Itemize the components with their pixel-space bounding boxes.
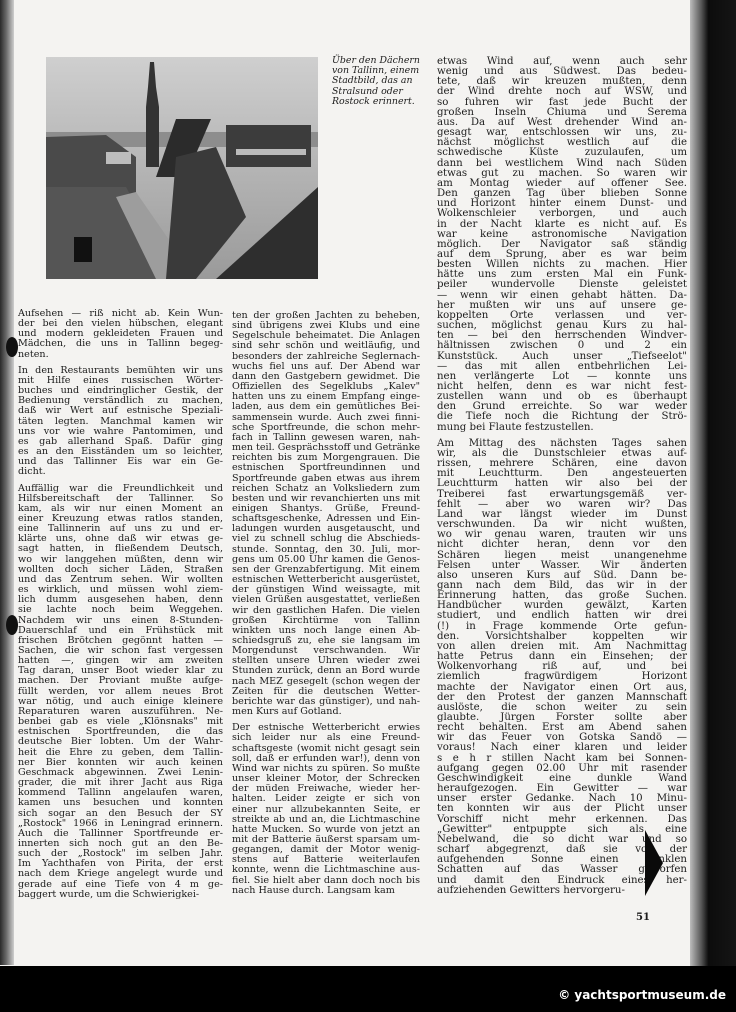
text-line: rissen, mehrere Schären, eine davon: [437, 458, 687, 470]
text-line: stens auf Batterie weiterlaufen: [232, 854, 420, 866]
text-line: sagt hatten, in fließendem Deutsch,: [18, 543, 223, 555]
text-line: und damit den Eindruck eines her-: [437, 874, 687, 886]
text-line: Wolkenvorhang riß auf, und bei: [437, 661, 687, 673]
text-line: sind sehr schön und weitläufig, und: [232, 340, 420, 352]
text-line: neten.: [18, 348, 49, 360]
text-line: berichte war das günstiger), und nah-: [232, 695, 420, 707]
text-line: — wenn wir einen gehabt hätten. Da-: [437, 289, 687, 301]
text-line: — das mit allen entbehrlichen Lei-: [437, 360, 687, 372]
text-line: hatten uns zu einem Empfang einge-: [232, 391, 420, 403]
text-line: grader, die mit ihrer Jacht aus Riga: [18, 777, 223, 789]
text-line: ten der großen Jachten zu beheben,: [232, 310, 420, 321]
text-line: so fuhren wir fast jede Bucht der: [437, 96, 687, 108]
photo-tallinn-rooftops: [46, 57, 318, 279]
text-line: einigen Shantys. Grüße, Freund-: [232, 502, 420, 514]
text-line: Sportfreunde gaben etwas aus ihrem: [232, 472, 420, 484]
text-line: estnischen Wetterbericht ausgerüstet,: [232, 574, 420, 586]
text-line: fiel. Sie hielt aber dann doch noch bis: [232, 874, 420, 886]
text-line: such der „Rostock" im selben Jahr.: [18, 848, 223, 860]
text-line: nach Hause durch. Langsam kam: [232, 884, 395, 896]
text-line: nach dem Kriege angelegt wurde und: [18, 868, 223, 880]
text-line: den Grund erreichte. So war weder: [437, 401, 687, 413]
text-line: „Gewitter" entpuppte sich als eine: [437, 823, 687, 835]
page-right-edge: [690, 0, 736, 1012]
text-line: wir den gastlichen Hafen. Die vielen: [232, 604, 420, 616]
text-line: Den ganzen Tag über blieben Sonne: [437, 188, 687, 200]
text-line: zustellen wann und ob es überhaupt: [437, 391, 687, 403]
text-line: den. Vorsichtshalber koppelten wir: [437, 630, 687, 642]
paragraph: [437, 439, 687, 896]
text-line: viel zu schnell schlug die Abschieds-: [232, 533, 420, 545]
text-line: Tag daran, unser Boot wieder klar zu: [18, 665, 223, 677]
text-line: ner Bier konnten wir auch keinen: [18, 756, 223, 768]
text-line: Mädchen, die uns in Tallinn begeg-: [18, 338, 223, 350]
text-line: deutsche Bier lobten. Um der Wahr-: [18, 736, 223, 748]
text-line: also unseren Kurs auf Süd. Dann be-: [437, 569, 687, 581]
text-line: ladungen wurden ausgetauscht, und: [232, 523, 420, 535]
text-line: Vorschiff nicht mehr erkennen. Das: [437, 813, 687, 825]
text-line: besonders der zahlreiche Seglernach-: [232, 350, 420, 362]
text-line: konnte, wenn die Lichtmaschine aus-: [232, 864, 420, 876]
text-line: sind übrigens zwei Klubs und eine: [232, 320, 420, 332]
photo-image: [46, 57, 318, 279]
text-line: uns vor wie wahre Pantomimen, und: [18, 425, 223, 437]
text-line: sche Sportfreunde, die schon mehr-: [232, 421, 420, 433]
caption-line: Stadtbild, das an: [332, 75, 413, 87]
text-line: her mußten wir uns auf unsere ge-: [437, 299, 687, 311]
paragraph: [18, 309, 223, 360]
text-line: am Montag wieder auf offener See.: [437, 177, 687, 189]
text-line: verschwunden. Da wir nicht wußten,: [437, 519, 687, 531]
text-line: der den Protest der ganzen Mannschaft: [437, 691, 687, 703]
text-line: Leuchtturm hatten wir also bei der: [437, 478, 687, 490]
text-line: frischen Brötchen gegönnt hatten —: [18, 634, 223, 646]
text-line: dicht.: [18, 466, 46, 478]
text-line: Offiziellen des Segelklubs „Kalev": [232, 381, 420, 393]
text-line: s e h r stillen Nacht kam bei Sonnen-: [437, 752, 687, 764]
text-line: Der estnische Wetterbericht erwies: [232, 722, 420, 734]
caption-line: von Tallinn, einem: [332, 65, 420, 77]
text-line: der bei den vielen hübschen, elegant: [18, 318, 223, 330]
text-line: besten Willen nichts zu machen. Hier: [437, 259, 687, 271]
text-line: Wolkenschleier verborgen, und auch: [437, 208, 687, 220]
text-line: Stunden zurück, denn an Bord wurde: [232, 665, 420, 677]
text-line: war keine astronomische Navigation: [437, 228, 687, 240]
text-line: aus. Da auf West drehender Wind an-: [437, 116, 687, 128]
text-line: Bedienung verständlich zu machen,: [18, 395, 223, 407]
text-line: hatte Petrus dann ein Einsehen; der: [437, 651, 687, 663]
text-line: Wind war nichts zu spüren. So mußte: [232, 762, 420, 774]
text-line: baggert wurde, um die Schwierigkei-: [18, 888, 200, 900]
text-line: unser kleiner Motor, der Schrecken: [232, 773, 420, 785]
text-line: wollten doch sicher Läden, Straßen: [18, 563, 223, 575]
text-line: lich dumm ausgesehen haben, denn: [18, 594, 223, 606]
text-column-2: [232, 311, 420, 902]
text-line: heraufgezogen. Ein Gewitter — war: [437, 783, 687, 795]
punch-hole: [6, 615, 18, 635]
text-line: und das Tallinner Eis war ein Ge-: [18, 456, 223, 468]
text-line: mit der Batterie äußerst sparsam um-: [232, 833, 420, 845]
text-line: heit die Ehre zu geben, dem Tallin-: [18, 746, 223, 758]
text-line: nächst möglichst westlich auf die: [437, 137, 687, 149]
text-line: täten legten. Manchmal kamen wir: [18, 415, 223, 427]
text-line: klärte uns, ohne daß wir etwas ge-: [18, 533, 223, 545]
text-line: Segelschule beheimatet. Die Anlagen: [232, 330, 420, 342]
text-line: mung bei Flaute festzustellen.: [437, 421, 594, 433]
text-line: gens um 05.00 Uhr kamen die Genos-: [232, 553, 420, 565]
text-line: dann bei westlichem Wind nach Süden: [437, 157, 687, 169]
text-line: Aufsehen — riß nicht ab. Kein Wun-: [18, 308, 223, 319]
text-line: auf dem Sprung, aber es war beim: [437, 248, 687, 260]
text-line: der Wind drehte noch auf WSW, und: [437, 86, 687, 98]
text-line: besten und wir revanchierten uns mit: [232, 492, 420, 504]
text-line: Handbücher wurden gewälzt, Karten: [437, 600, 687, 612]
text-line: und das Zentrum sehen. Wir wollten: [18, 573, 223, 585]
text-line: war nötig, und auch einige kleinere: [18, 695, 223, 707]
paragraph: [18, 366, 223, 478]
watermark: © yachtsportmuseum.de: [558, 988, 726, 1002]
text-line: schaftsgeste (womit nicht gesagt sein: [232, 742, 420, 754]
text-line: studiert, und endlich hatten wir drei: [437, 610, 687, 622]
text-line: Geschwindigkeit eine dunkle Wand: [437, 772, 687, 784]
text-line: tete, daß wir kreuzen mußten, denn: [437, 76, 687, 88]
text-line: voraus! Nach einer klaren und leider: [437, 742, 687, 754]
text-line: hätte uns zum ersten Mal ein Funk-: [437, 269, 687, 281]
text-line: daß wir Wert auf estnische Speziali-: [18, 405, 223, 417]
text-line: Am Mittag des nächsten Tages sahen: [437, 437, 687, 449]
text-line: gegangen, damit der Motor wenig-: [232, 844, 420, 856]
text-line: sie lachte noch beim Weggehen.: [18, 604, 223, 616]
text-line: Erinnerung hatten, das große Suchen.: [437, 590, 687, 602]
text-line: sich sogar an den Besuch der SY: [18, 807, 223, 819]
text-line: füllt werden, vor allem neues Brot: [18, 685, 223, 697]
text-line: eine Tallinnerin auf uns zu und er-: [18, 523, 223, 535]
text-line: einer Kreuzung etwas ratlos standen,: [18, 512, 223, 524]
text-line: der müden Freiwache, wieder her-: [232, 783, 420, 795]
text-line: es an den Eisständen um so leichter,: [18, 446, 223, 458]
text-line: hältnissen zwischen 0 und 2 ein: [437, 340, 687, 352]
text-line: laden, aus dem ein gemütliches Bei-: [232, 401, 420, 413]
text-line: Schatten auf das Wasser geworfen: [437, 864, 687, 876]
continue-arrow-icon: [645, 830, 663, 896]
text-line: benbei gab es viele „Klönsnaks" mit: [18, 716, 223, 728]
text-line: ten konnten wir aus der Plicht unser: [437, 803, 687, 815]
text-line: schaftsgeschenke, Adressen und Ein-: [232, 513, 420, 525]
text-line: buches und eindringlicher Gestik, der: [18, 385, 223, 397]
text-line: einer nur allzubekannten Seite, er: [232, 803, 420, 815]
text-line: Nebelwand, die so dicht war und so: [437, 833, 687, 845]
text-line: großen Kirchtürme von Tallinn: [232, 614, 420, 626]
text-line: Auffällig war die Freundlichkeit und: [18, 482, 223, 494]
text-line: etwas gut zu machen. So waren wir: [437, 167, 687, 179]
text-line: estnischen Sportfreunden, die das: [18, 726, 223, 738]
text-line: Morgendunst verschwanden. Wir: [232, 645, 420, 657]
text-line: es gab allerhand Spaß. Dafür ging: [18, 435, 223, 447]
text-line: fehlt — aber wo waren wir? Das: [437, 498, 687, 510]
text-line: stellten unsere Uhren wieder zwei: [232, 655, 420, 667]
text-line: hatten —, gingen wir am zweiten: [18, 655, 223, 667]
text-line: unser erster Gedanke. Nach 10 Minu-: [437, 793, 687, 805]
text-line: machte der Navigator einen Ort aus,: [437, 681, 687, 693]
text-line: Schären liegen meist unangenehme: [437, 549, 687, 561]
text-line: fach in Tallinn gewesen waren, nah-: [232, 431, 420, 443]
text-line: etwas Wind auf, wenn auch sehr: [437, 56, 687, 67]
text-line: scharf abgegrenzt, daß sie vor der: [437, 844, 687, 856]
text-line: Kunststück. Auch unser „Tiefseelot": [437, 350, 687, 362]
text-line: Auch die Tallinner Sportfreunde er-: [18, 827, 223, 839]
text-line: nicht dichter heran, denn vor den: [437, 539, 687, 551]
text-line: vielen Grüßen ausgestattet, verließen: [232, 594, 420, 606]
text-line: Treiberei fast erwartungsgemäß ver-: [437, 488, 687, 500]
text-line: soll, daß er erfunden war!), denn von: [232, 752, 420, 764]
text-line: hatte Mucken. So wurde von jetzt an: [232, 823, 420, 835]
text-line: gesagt war, entschlossen wir uns, zu-: [437, 127, 687, 139]
text-line: stunde. Sonntag, den 30. Juli, mor-: [232, 543, 420, 555]
text-line: Zeiten für die deutschen Wetter-: [232, 685, 420, 697]
text-line: nicht helfen, denn es war nicht fest-: [437, 381, 687, 392]
text-line: wenig und aus Südwest. Das bedeu-: [437, 66, 687, 78]
text-line: Dauerschlaf und ein Frühstück mit: [18, 624, 223, 636]
text-line: wo wir langgehen müßten, denn wir: [18, 553, 223, 565]
text-line: aufziehenden Gewitters hervorgeru-: [437, 884, 625, 896]
text-line: schiedsgruß zu, ehe sie langsam im: [232, 635, 420, 646]
page-number: 51: [636, 912, 650, 923]
text-line: Geschmack abgewinnen. Zwei Lenin-: [18, 766, 223, 778]
text-line: gann nach dem Bild, das wir in der: [437, 579, 687, 591]
text-line: es wirklich, und müssen wohl ziem-: [18, 584, 223, 596]
text-line: Land war längst wieder im Dunst: [437, 508, 687, 520]
text-line: und modern gekleideten Frauen und: [18, 328, 223, 340]
text-line: Hilfsbereitschaft der Tallinner. So: [18, 492, 223, 504]
text-line: Felsen unter Wasser. Wir änderten: [437, 559, 687, 571]
paragraph: [232, 723, 420, 896]
text-line: sich leider nur als eine Freund-: [232, 732, 420, 744]
text-line: Im Yachthafen von Pirita, der erst: [18, 858, 223, 870]
text-line: machen. Der Proviant mußte aufge-: [18, 675, 223, 687]
text-line: wir, als die Dunstschleier etwas auf-: [437, 447, 687, 459]
text-line: und Horizont hinter einem Dunst- und: [437, 198, 687, 210]
text-line: innerten sich noch gut an den Be-: [18, 837, 223, 849]
photo-caption: [332, 56, 424, 107]
text-line: ten — bei den herrschenden Windver-: [437, 330, 687, 342]
text-line: gerade auf eine Tiefe von 4 m ge-: [18, 878, 223, 890]
text-line: winkten uns noch lange einen Ab-: [232, 624, 420, 636]
paragraph: [18, 484, 223, 900]
text-line: nen verlängerte Lot — konnte uns: [437, 370, 687, 382]
paragraph: [437, 57, 687, 433]
text-line: glaubte. Jürgen Forster sollte aber: [437, 712, 687, 723]
text-line: nach MEZ gesegelt (schon wegen der: [232, 675, 420, 687]
caption-line: Stralsund oder: [332, 85, 403, 97]
text-line: In den Restaurants bemühten wir uns: [18, 364, 223, 376]
text-column-1: [18, 309, 223, 906]
text-line: suchen, möglichst genau Kurs zu hal-: [437, 320, 687, 332]
page-binding-edge: [0, 0, 14, 965]
text-line: (!) in Frage kommende Orte gefun-: [437, 620, 687, 632]
text-line: sen der Grenzabfertigung. Mit einem: [232, 563, 420, 575]
text-line: aufgang gegen 02.00 Uhr mit rasender: [437, 762, 687, 774]
text-line: wir das Feuer von Gotska Sandö —: [437, 732, 687, 744]
text-line: auslöste, die schon weiter zu sein: [437, 701, 687, 713]
text-line: men Kurs auf Gotland.: [232, 706, 342, 718]
text-line: estnischen Sportfreundinnen und: [232, 462, 420, 474]
text-line: koppelten Orte verlassen und ver-: [437, 309, 687, 321]
text-line: wo wir genau waren, trauten wir uns: [437, 529, 687, 541]
text-line: möglich. Der Navigator saß ständig: [437, 238, 687, 250]
text-line: schwedische Küste zuzulaufen, um: [437, 147, 687, 159]
text-line: recht behalten. Erst am Abend sahen: [437, 722, 687, 734]
caption-line: Rostock erinnert.: [332, 95, 415, 107]
text-line: kommend Tallinn angelaufen waren,: [18, 787, 223, 799]
text-line: in der Nacht klarte es nicht auf. Es: [437, 218, 687, 230]
text-line: peiler wundervolle Dienste geleistet: [437, 279, 687, 291]
text-line: die Tiefe noch die Richtung der Strö-: [437, 411, 687, 423]
paragraph: [232, 311, 420, 717]
text-line: mit Leuchtturm. Den angesteuerten: [437, 468, 687, 480]
text-line: Sachen, die wir schon fast vergessen: [18, 645, 223, 656]
text-line: men teil. Gesprächsstoff und Getränke: [232, 442, 421, 454]
text-line: großen Inseln Chiuma und Serema: [437, 106, 687, 118]
text-line: „Rostock" 1966 in Leningrad erinnern.: [18, 817, 223, 829]
text-line: wuchs fiel uns auf. Der Abend war: [232, 360, 420, 372]
text-line: reichten bis zum Morgengrauen. Die: [232, 452, 420, 464]
text-line: kamen uns besuchen und konnten: [18, 797, 223, 809]
text-line: dann den Gastgebern gewidmet. Die: [232, 370, 420, 382]
text-line: aufgehenden Sonne einen dunklen: [437, 854, 687, 866]
text-line: reichen Schatz an Volksliedern zum: [232, 482, 420, 494]
text-line: halten. Leider zeigte er sich von: [232, 793, 420, 805]
text-line: der günstigen Wind weissagte, mit: [232, 584, 420, 596]
text-line: kam, als wir nur einen Moment an: [18, 502, 223, 514]
text-line: Nachdem wir uns einen 8-Stunden-: [18, 614, 223, 626]
punch-hole: [6, 337, 18, 357]
text-column-3: [437, 57, 687, 902]
text-line: streikte ab und an, die Lichtmaschine: [232, 813, 420, 825]
text-line: ziemlich fragwürdigem Horizont: [437, 671, 687, 683]
text-line: sammensein wurde. Auch zwei finni-: [232, 411, 420, 423]
text-line: mit Hilfe eines russischen Wörter-: [18, 374, 223, 386]
text-line: Reparaturen waren auszuführen. Ne-: [18, 705, 223, 717]
text-line: von allen dreien mit. Am Nachmittag: [437, 640, 687, 652]
caption-line: Über den Dächern: [332, 55, 420, 66]
